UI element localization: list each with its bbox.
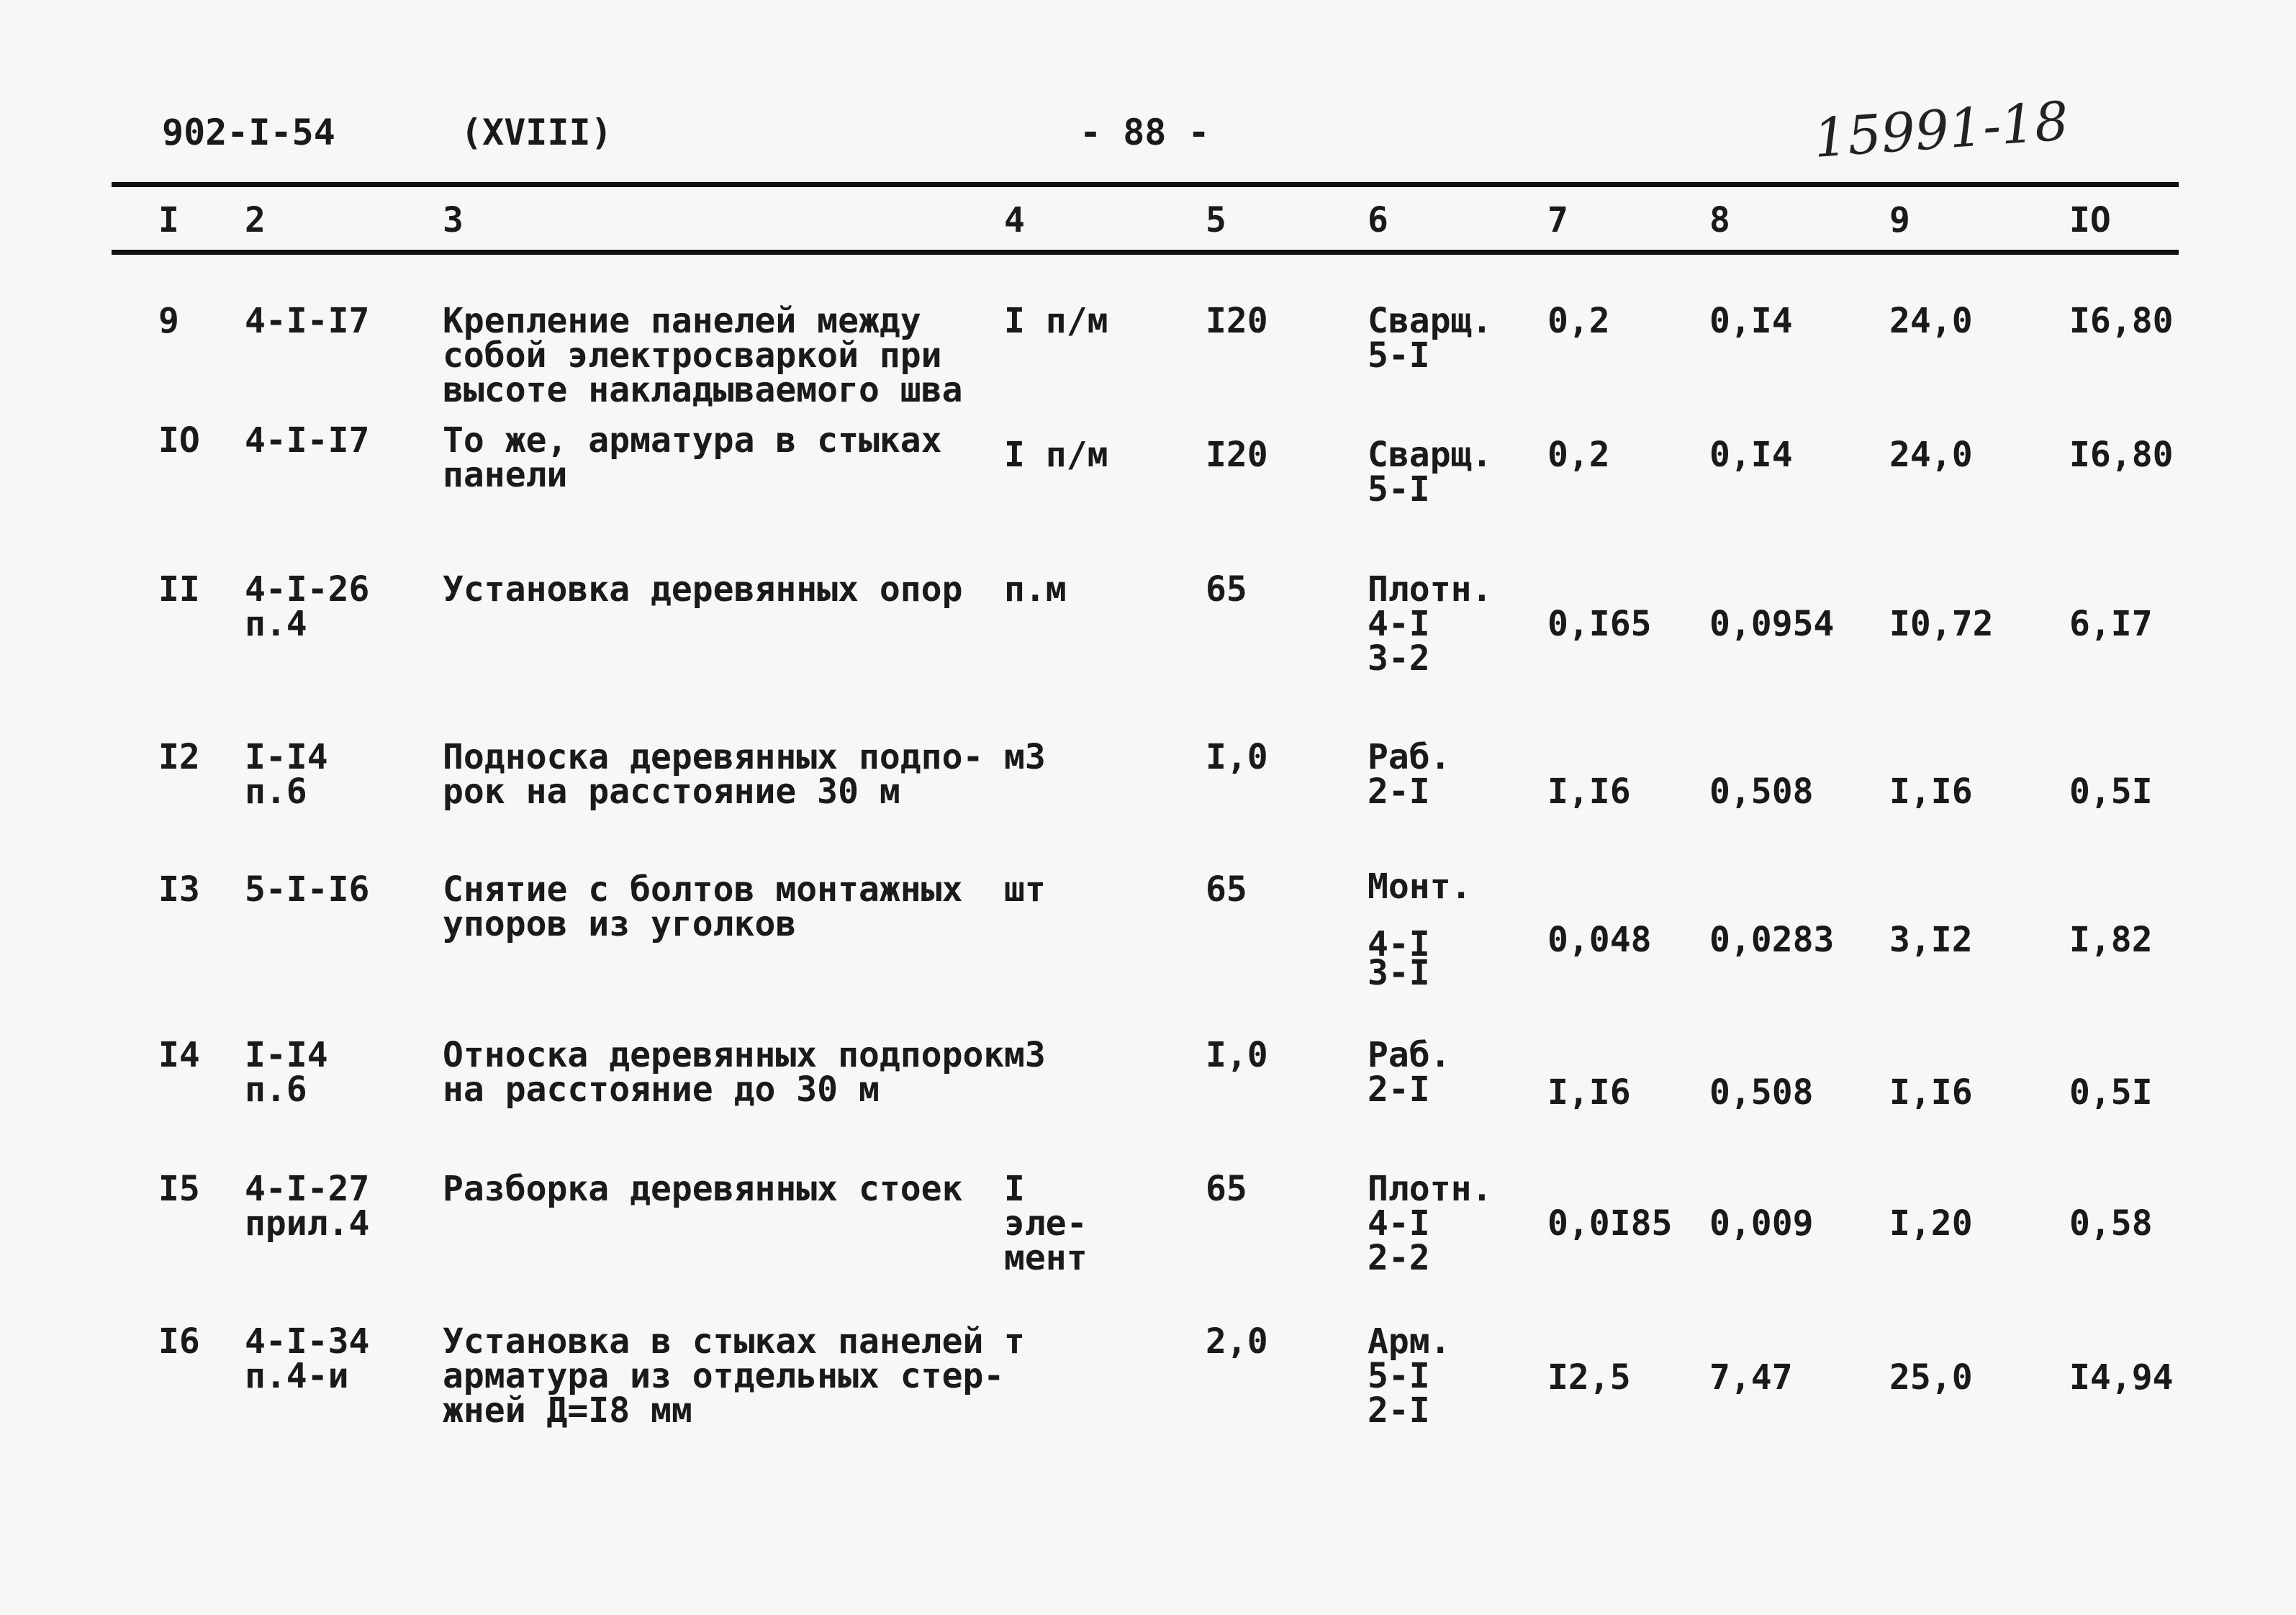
column-header-9: 9 [1889, 200, 1910, 240]
quantity: 65 [1206, 1169, 1247, 1209]
row-number: I5 [158, 1169, 200, 1209]
work-description: Установка деревянных опор [443, 569, 963, 610]
value-col-7: 0,0I85 [1547, 1203, 1673, 1244]
value-col-8: 0,009 [1709, 1203, 1814, 1244]
quantity: 65 [1206, 569, 1247, 610]
value-col-9: 3,I2 [1889, 920, 1973, 960]
row-number: 9 [158, 301, 179, 341]
worker-category: Монт. 4-I 3-I [1368, 867, 1472, 993]
document-code: 902-I-54 [162, 112, 335, 153]
worker-category: Сварщ. 5-I [1368, 435, 1493, 510]
header-rule-bottom [112, 250, 2179, 255]
worker-category: Раб. 2-I [1368, 1035, 1451, 1110]
column-header-7: 7 [1547, 200, 1568, 240]
column-header-10: IO [2069, 200, 2111, 240]
work-description: Разборка деревянных стоек [443, 1169, 963, 1209]
row-number: I6 [158, 1321, 200, 1362]
value-col-10: 6,I7 [2069, 604, 2153, 644]
quantity: 2,0 [1206, 1321, 1268, 1362]
row-number: IO [158, 420, 200, 461]
value-col-9: 25,0 [1889, 1357, 1973, 1398]
work-description: Относка деревянных подпорок на расстояние до 30 м [443, 1035, 1005, 1110]
page-number: - 88 - [1080, 112, 1210, 153]
column-header-6: 6 [1368, 200, 1388, 240]
value-col-9: I0,72 [1889, 604, 1994, 644]
value-col-8: 0,I4 [1709, 301, 1793, 341]
quantity: I20 [1206, 301, 1268, 341]
column-header-2: 2 [245, 200, 266, 240]
worker-category: Раб. 2-I [1368, 737, 1451, 812]
quantity: 65 [1206, 869, 1247, 910]
value-col-7: 0,048 [1547, 920, 1652, 960]
value-col-8: 0,0954 [1709, 604, 1835, 644]
value-col-9: I,I6 [1889, 1072, 1973, 1113]
value-col-7: 0,2 [1547, 435, 1610, 475]
worker-category: Плотн. 4-I 2-2 [1368, 1169, 1493, 1278]
value-col-8: 0,I4 [1709, 435, 1793, 475]
value-col-10: I,82 [2069, 920, 2153, 960]
column-header-1: I [158, 200, 179, 240]
header-rule-top [112, 182, 2179, 187]
norm-code: 4-I-34 п.4-и [245, 1321, 370, 1396]
work-description: Крепление панелей между собой электросваркой при высоте накладываемого шва [443, 301, 963, 410]
work-description: Снятие с болтов монтажных упоров из уголков [443, 869, 963, 944]
column-header-3: 3 [443, 200, 464, 240]
column-header-4: 4 [1004, 200, 1025, 240]
value-col-7: 0,2 [1547, 301, 1610, 341]
value-col-7: 0,I65 [1547, 604, 1652, 644]
unit-of-measure: м3 [1004, 737, 1046, 777]
column-header-5: 5 [1206, 200, 1226, 240]
row-number: II [158, 569, 200, 610]
norm-code: 4-I-26 п.4 [245, 569, 370, 644]
value-col-10: 0,58 [2069, 1203, 2153, 1244]
value-col-10: 0,5I [2069, 1072, 2153, 1113]
worker-category: Сварщ. 5-I [1368, 301, 1493, 376]
quantity: I20 [1206, 435, 1268, 475]
worker-category: Арм. 5-I 2-I [1368, 1321, 1451, 1431]
value-col-8: 0,508 [1709, 772, 1814, 812]
unit-of-measure: I п/м [1004, 435, 1108, 475]
value-col-10: I6,80 [2069, 435, 2174, 475]
unit-of-measure: т [1004, 1321, 1025, 1362]
quantity: I,0 [1206, 1035, 1268, 1075]
value-col-10: 0,5I [2069, 772, 2153, 812]
value-col-7: I,I6 [1547, 1072, 1631, 1113]
norm-code: I-I4 п.6 [245, 737, 328, 812]
norm-code: 4-I-27 прил.4 [245, 1169, 370, 1244]
quantity: I,0 [1206, 737, 1268, 777]
value-col-8: 0,508 [1709, 1072, 1814, 1113]
norm-code: I-I4 п.6 [245, 1035, 328, 1110]
value-col-10: I4,94 [2069, 1357, 2174, 1398]
column-header-8: 8 [1709, 200, 1730, 240]
work-description: Установка в стыках панелей арматура из отдельных стер- жней Д=I8 мм [443, 1321, 1005, 1431]
work-description: То же, арматура в стыках панели [443, 420, 942, 495]
value-col-7: I2,5 [1547, 1357, 1631, 1398]
value-col-9: I,I6 [1889, 772, 1973, 812]
row-number: I4 [158, 1035, 200, 1075]
norm-code: 5-I-I6 [245, 869, 370, 910]
value-col-8: 7,47 [1709, 1357, 1793, 1398]
norm-code: 4-I-I7 [245, 301, 370, 341]
value-col-9: I,20 [1889, 1203, 1973, 1244]
norm-code: 4-I-I7 [245, 420, 370, 461]
section-number: (XVIII) [461, 112, 613, 153]
worker-category: Плотн. 4-I 3-2 [1368, 569, 1493, 679]
unit-of-measure: шт [1004, 869, 1046, 910]
unit-of-measure: п.м [1004, 569, 1067, 610]
row-number: I3 [158, 869, 200, 910]
unit-of-measure: I эле- мент [1004, 1169, 1088, 1278]
row-number: I2 [158, 737, 200, 777]
value-col-9: 24,0 [1889, 301, 1973, 341]
unit-of-measure: I п/м [1004, 301, 1108, 341]
value-col-7: I,I6 [1547, 772, 1631, 812]
handwritten-number: 15991-18 [1812, 90, 2071, 170]
value-col-8: 0,0283 [1709, 920, 1835, 960]
unit-of-measure: м3 [1004, 1035, 1046, 1075]
work-description: Подноска деревянных подпо- рок на расстояние 30 м [443, 737, 984, 812]
value-col-10: I6,80 [2069, 301, 2174, 341]
value-col-9: 24,0 [1889, 435, 1973, 475]
